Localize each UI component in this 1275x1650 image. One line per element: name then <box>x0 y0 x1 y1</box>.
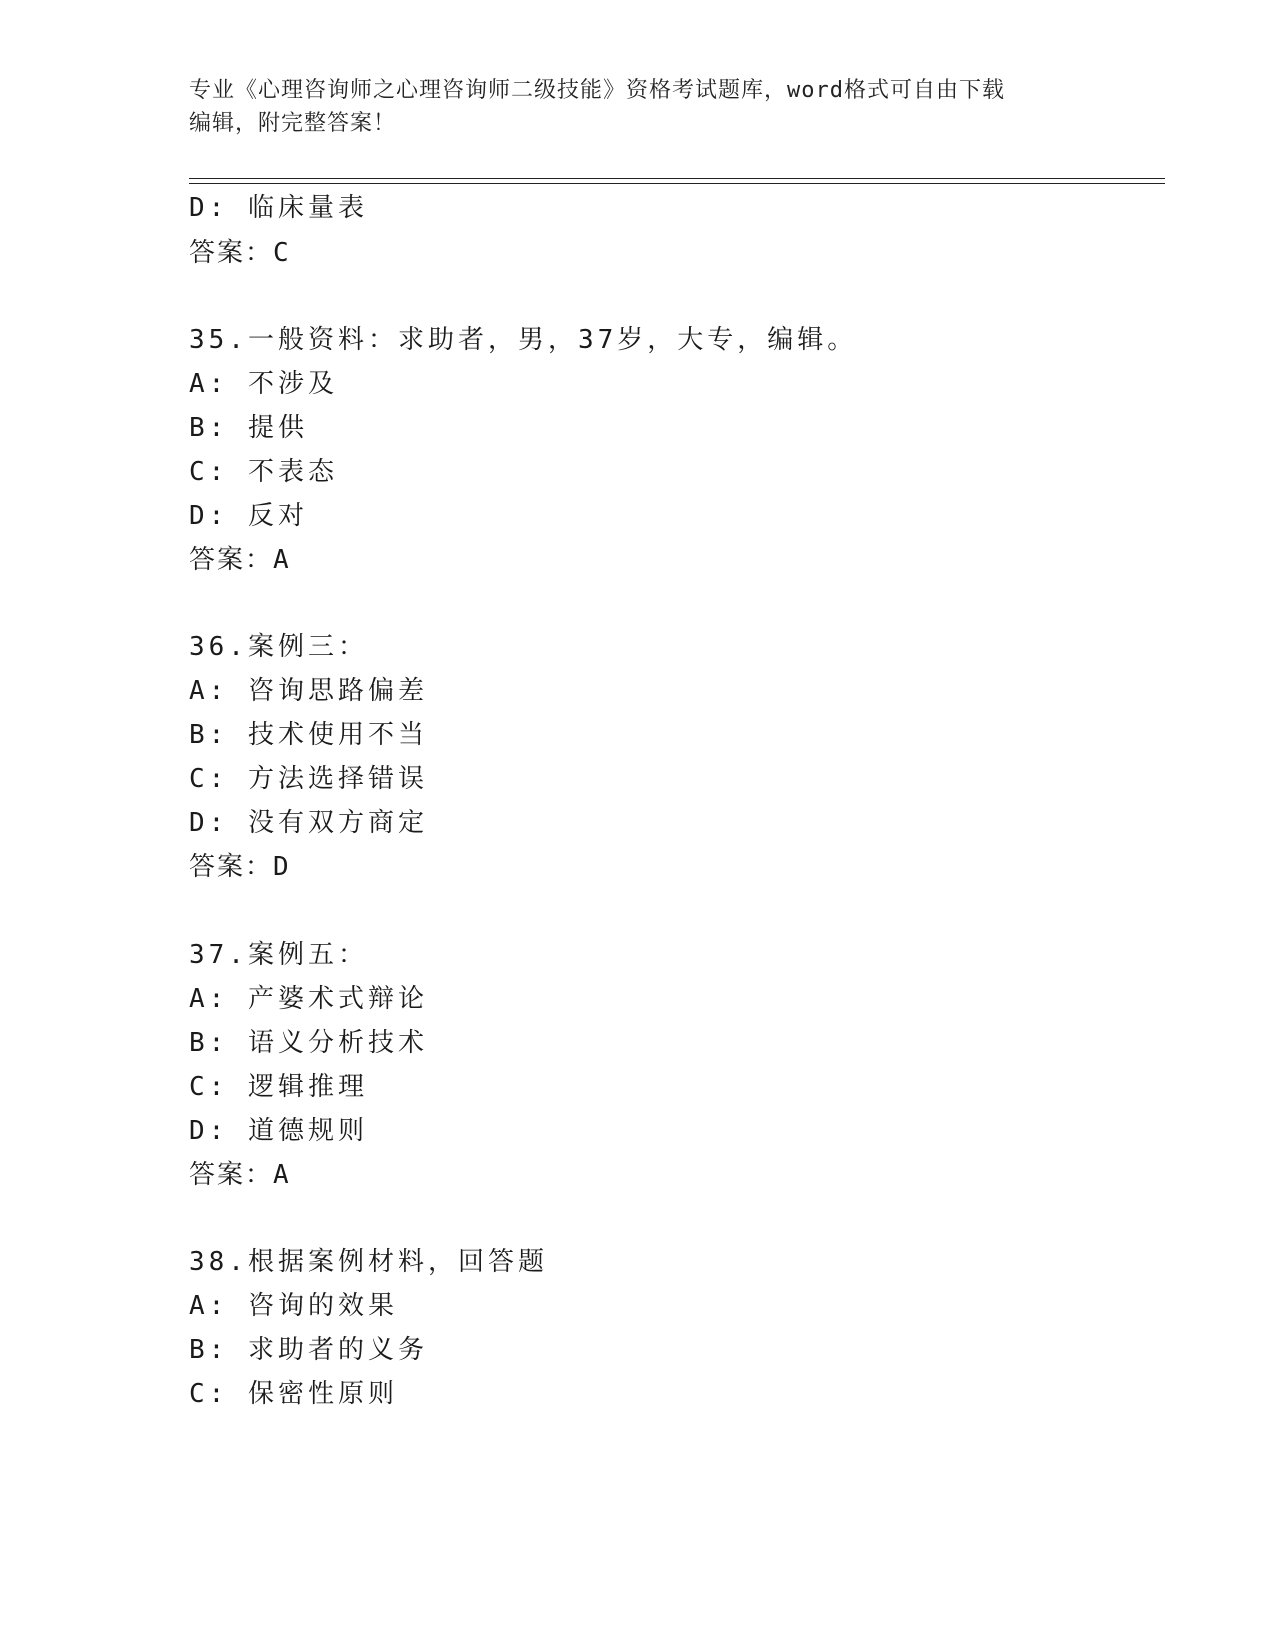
option-a: A: 不涉及 <box>189 369 338 399</box>
answer-line <box>189 543 291 577</box>
header-line-2: 编辑，附完整答案！ <box>189 111 397 136</box>
option-b: B: 语义分析技术 <box>189 1028 428 1058</box>
option-d: D: 临床量表 <box>189 193 368 223</box>
option-d: D: 没有双方商定 <box>189 808 428 838</box>
header-divider-bottom <box>189 183 1165 184</box>
option-a: A: 咨询的效果 <box>189 1291 398 1321</box>
answer-line <box>189 850 291 884</box>
question-stem: 37.案例五： <box>189 940 368 970</box>
option-b: B: 求助者的义务 <box>189 1335 428 1365</box>
option-c: C: 保密性原则 <box>189 1379 398 1409</box>
answer-label: 答案： <box>189 852 274 882</box>
option-d: D: 道德规则 <box>189 1116 368 1146</box>
answer-value: C <box>273 238 291 268</box>
question-stem: 35.一般资料：求助者，男，37岁，大专，编辑。 <box>189 325 858 355</box>
option-c: C: 逻辑推理 <box>189 1072 368 1102</box>
option-a: A: 咨询思路偏差 <box>189 676 428 706</box>
answer-line <box>189 1158 291 1192</box>
answer-label: 答案： <box>189 545 274 575</box>
option-b: B: 提供 <box>189 413 308 443</box>
document-header <box>189 74 1089 140</box>
option-c: C: 方法选择错误 <box>189 764 428 794</box>
option-a: A: 产婆术式辩论 <box>189 984 428 1014</box>
answer-value: D <box>273 852 291 882</box>
option-c: C: 不表态 <box>189 457 338 487</box>
answer-label: 答案： <box>189 1160 274 1190</box>
option-b: B: 技术使用不当 <box>189 720 428 750</box>
answer-label: 答案： <box>189 238 274 268</box>
question-stem: 38.根据案例材料，回答题 <box>189 1247 548 1277</box>
answer-value: A <box>273 545 291 575</box>
question-stem: 36.案例三： <box>189 632 368 662</box>
answer-value: A <box>273 1160 291 1190</box>
answer-line <box>189 236 291 270</box>
option-d: D: 反对 <box>189 501 308 531</box>
header-line-1: 专业《心理咨询师之心理咨询师二级技能》资格考试题库，word格式可自由下载 <box>189 78 1005 103</box>
header-divider-top <box>189 178 1165 179</box>
